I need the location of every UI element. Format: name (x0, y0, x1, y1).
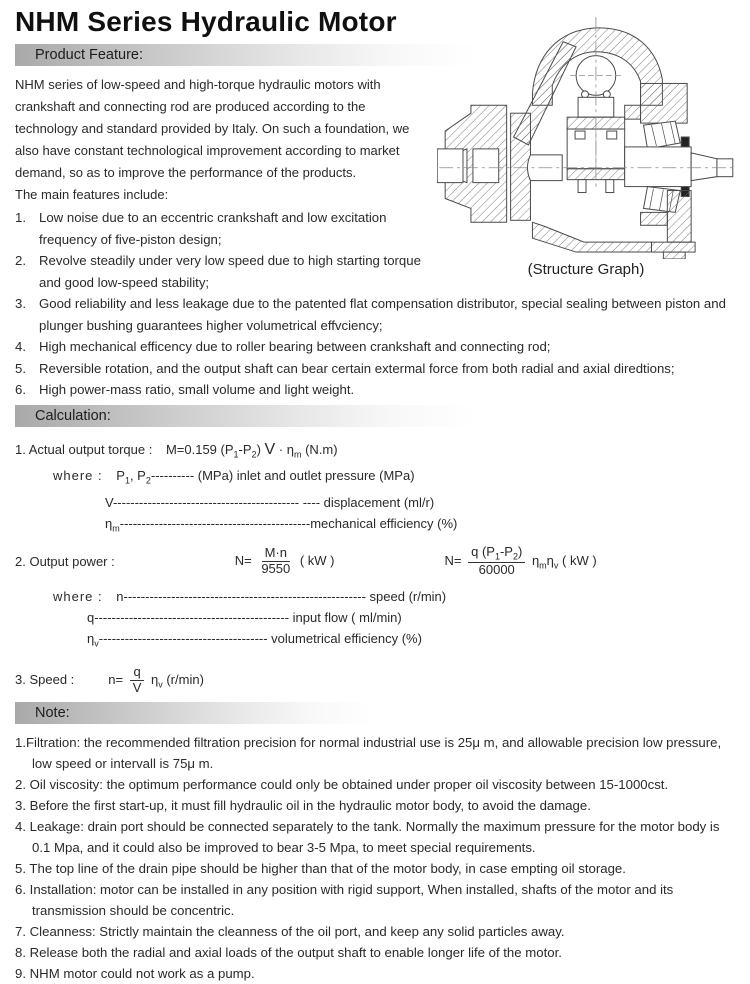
where-label: where : (53, 589, 103, 605)
speed-formula-line (15, 665, 735, 696)
note-item: 7. Cleanness: Strictly maintain the cleanness of the oil port, and keep any solid particles away. (15, 923, 565, 939)
where-line-displacement: V------------------------------------------- ---- displacement (ml/r) (105, 494, 435, 510)
feature-number: 1. (15, 210, 26, 225)
power-formula-line (15, 545, 735, 578)
feature-text: Low noise due to an eccentric crankshaft and low excitation frequency of five-piston design; (39, 210, 387, 247)
feature-number: 3. (15, 296, 26, 311)
feature-text: Reversible rotation, and the output shaft can bear certain extermal force from both radial and axial diredtions; (39, 360, 675, 376)
where-line-mech-eff: $\eta_m-------------------------------------------$-mechanical efficiency (%) (105, 515, 458, 534)
section-heading-calculation: Calculation: (15, 405, 475, 427)
torque-where-mech-eff (15, 513, 735, 540)
product-feature-intro: NHM series of low-speed and high-torque hydraulic motors with crankshaft and connecting rod are produced according to the technology and standard provided by Italy. On such a foundation, we also have constant technological improvement according to market demand, so as to improve the performance of the products. (15, 77, 410, 180)
feature-number: 4. (15, 339, 26, 354)
torque-where-displacement (15, 492, 735, 513)
feature-number: 6. (15, 382, 26, 397)
note-list (15, 732, 735, 984)
torque-label: 1. Actual output torque : (15, 441, 153, 457)
power-formula-2: N= $\frac{q (P_1-P_2)}{60000}$ $\eta_m\eta_v$ ( kW ) (444, 544, 597, 578)
feature-item (15, 379, 735, 401)
product-feature-section (15, 74, 735, 401)
feature-item (15, 293, 735, 336)
note-item: 1.Filtration: the recommended filtration precision for normal industrial use is 25μ m, and allowable precision low pressure, low speed or intervall is 75μ m. (15, 734, 722, 771)
torque-formula-line (15, 439, 735, 466)
power-where-flow (15, 607, 735, 628)
where-line-speed: n-------------------------------------------------------- speed (r/min) (116, 589, 447, 605)
feature-number: 5. (15, 360, 26, 376)
note-item: 3. Before the first start-up, it must fill hydraulic oil in the hydraulic motor body, to avoid the damage. (15, 797, 591, 813)
feature-item (15, 207, 427, 250)
feature-number: 2. (15, 253, 26, 268)
feature-item (15, 250, 427, 293)
where-line-pressure: $P_1$, $P_2----------$ (MPa) inlet and outlet pressure (MPa) (116, 468, 415, 486)
note-item: 2. Oil viscosity: the optimum performance could only be obtained under proper oil viscosity between 15-1000cst. (15, 776, 669, 792)
torque-formula: M=0.159 $(P_1-P_2) V \cdot \eta_m$ (N.m) (165, 440, 338, 460)
section-heading-note: Note: (15, 702, 375, 724)
main-features-lead: The main features include: (15, 187, 169, 202)
where-line-vol-eff: $\eta_v---------------------------------------$ volumetrical efficiency (%) (87, 631, 422, 649)
page-title: NHM Series Hydraulic Motor (15, 6, 397, 37)
structure-graph (437, 14, 735, 278)
note-item: 6. Installation: motor can be installed in any position with rigid support, When installed, shafts of the motor and its transmission should be concentric. (15, 881, 674, 918)
power-where-vol-eff (15, 628, 735, 655)
structure-graph-drawing (437, 14, 735, 259)
where-line-flow: q--------------------------------------------- input flow ( ml/min) (87, 610, 402, 626)
note-item: 8. Release both the radial and axial loads of the output shaft to enable longer life of the motor. (15, 944, 562, 960)
feature-text: Good reliability and less leakage due to the patented flat compensation distributor, special sealing between piston and plunger bushing guarantees higher volumetrical effvciency; (39, 296, 726, 333)
structure-graph-caption: (Structure Graph) (527, 261, 645, 278)
note-item: 9. NHM motor could not work as a pump. (15, 965, 255, 981)
note-item: 5. The top line of the drain pipe should be higher than that of the motor body, in case empting oil storage. (15, 860, 626, 876)
feature-item (15, 358, 735, 380)
power-formula-1: N= $\frac{M\cdot n}{9550}$ ( kW ) (234, 545, 335, 577)
power-label: 2. Output power : (15, 553, 115, 569)
section-heading-product-feature: Product Feature: (15, 44, 475, 66)
power-where-speed (15, 586, 735, 607)
torque-where-pressure (15, 465, 735, 492)
note-item: 4. Leakage: drain port should be connected separately to the tank. Normally the maximum pressure for the motor body is 0.1 Mpa, and it could also be improved to bear 3-5 Mpa, to meet special requirements. (15, 818, 720, 855)
feature-text: High mechanical efficency due to roller bearing between crankshaft and connecting rod; (39, 339, 551, 354)
calculation-section (15, 439, 735, 696)
speed-formula: n= $\frac{q}{V}$ $\eta_v$ (r/min) (108, 663, 204, 695)
speed-label: 3. Speed : (15, 672, 75, 688)
feature-text: Revolve steadily under very low speed due to high starting torque and good low-speed stability; (39, 253, 421, 290)
feature-item (15, 336, 735, 358)
feature-text: High power-mass ratio, small volume and light weight. (39, 382, 355, 397)
where-label: where : (53, 468, 103, 484)
